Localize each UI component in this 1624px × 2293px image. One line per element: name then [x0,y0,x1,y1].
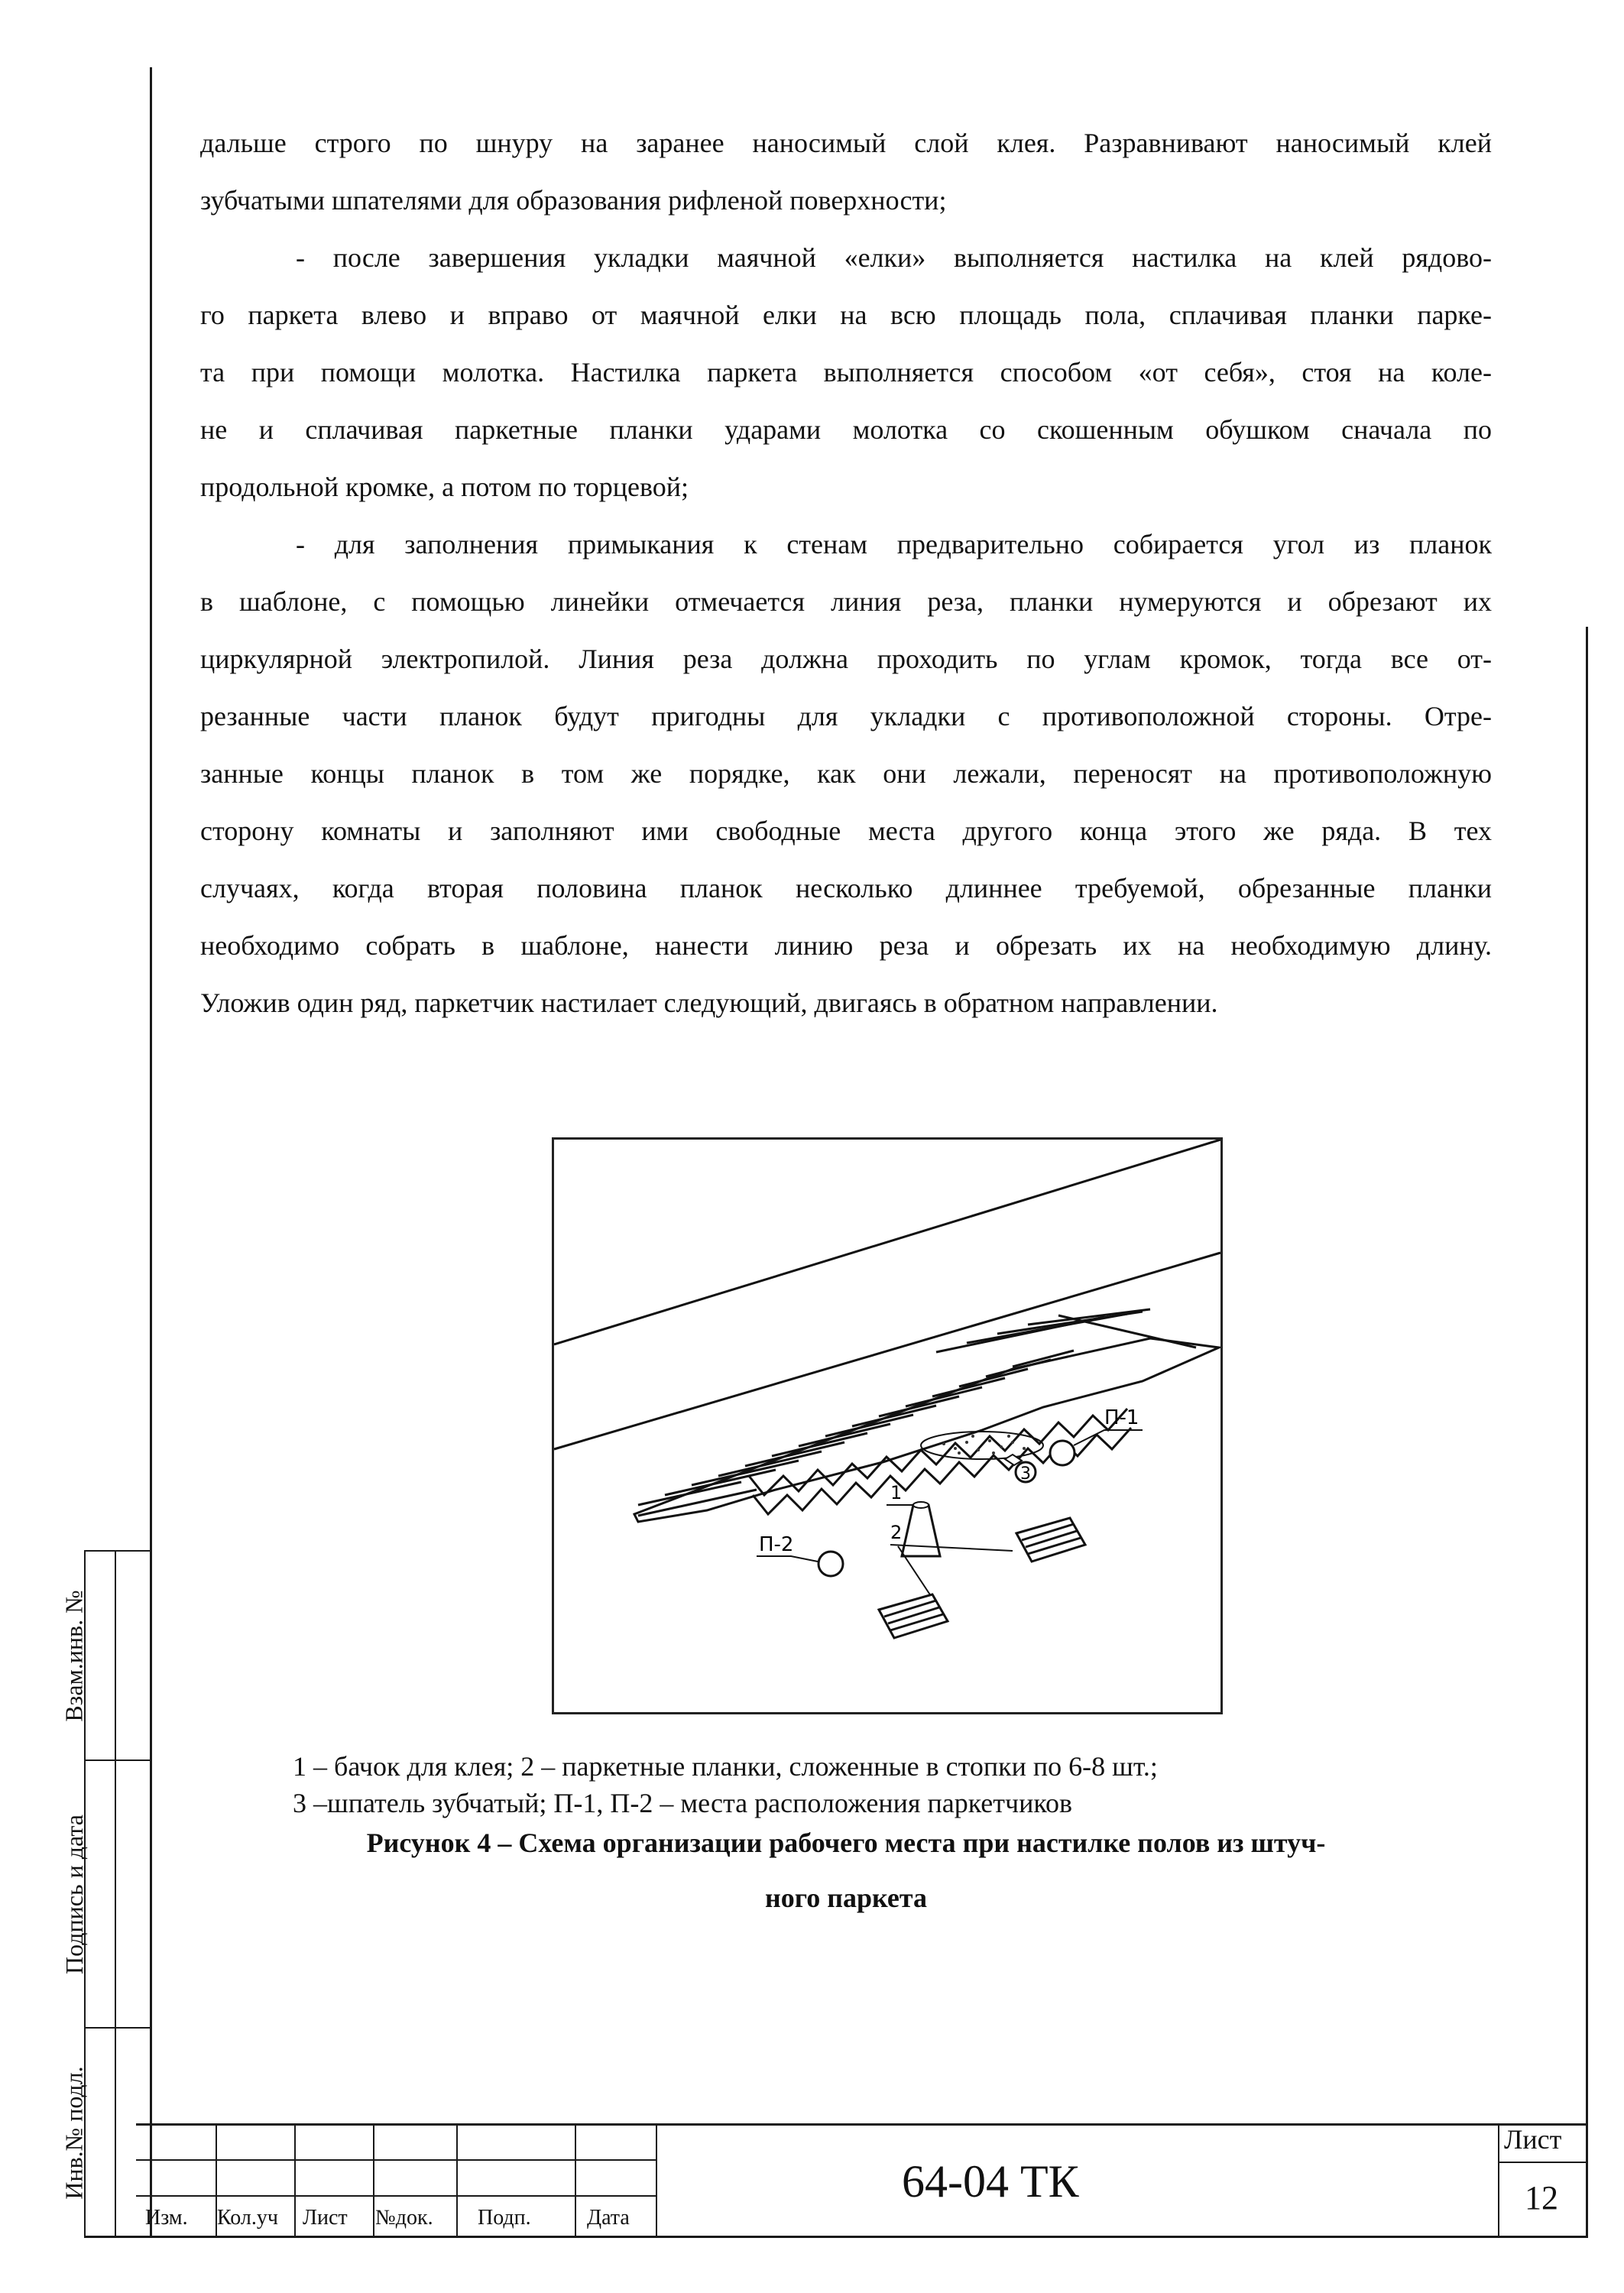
leader-p1 [1074,1430,1143,1445]
glue-tank-icon [902,1505,940,1556]
stamp-col-2 [294,2123,296,2238]
text-line: циркулярной электропилой. Линия реза должна проходить по углам кромок, тогда все от- [200,644,1492,674]
stamp-header-kol: Кол.уч [217,2206,278,2230]
side-label-vzam [52,1552,96,1759]
label-1: 1 [890,1482,903,1503]
text-line: - после завершения укладки маячной «елки» выполняется настилка на клей рядово- [296,242,1492,273]
text-line: необходимо собрать в шаблоне, нанести линию реза и обрезать их на необходимую длину. [200,930,1492,961]
text-line: не и сплачивая паркетные планки ударами молотка со скошенным обушком сначала по [200,414,1492,445]
leader-p2 [757,1556,818,1562]
stamp-col-4 [456,2123,458,2238]
sheet-number: 12 [1525,2179,1558,2217]
text-line: резанные части планок будут пригодны для укладки с противоположной стороны. Отре- [200,701,1492,731]
figure-workplace-diagram [552,1137,1223,1714]
stamp-col-5 [575,2123,576,2238]
text-line: - для заполнения примыкания к стенам предварительно собирается угол из планок [296,529,1492,559]
frame-left-border [150,67,152,2238]
label-p1: П-1 [1104,1406,1139,1429]
sheet-label: Лист [1504,2124,1562,2155]
label-3: 3 [1020,1464,1031,1484]
side-label-inv [52,2029,96,2236]
side-label-podpis [52,1761,96,2027]
worker-place-p2-marker [818,1552,843,1576]
stamp-col-3 [373,2123,374,2238]
stamp-row-line-1 [136,2159,657,2161]
label-p2: П-2 [759,1533,794,1556]
stamp-top-line [136,2123,1588,2126]
text-line: дальше строго по шнуру на заранее наносимый слой клея. Разравнивают наносимый клей [200,128,1492,158]
stamp-header-ndok: №док. [375,2206,433,2230]
text-line: случаях, когда вторая половина планок несколько длиннее требуемой, обрезанные планки [200,873,1492,903]
side-label-vzam-text: Взам.инв. № [60,1589,88,1722]
workplace-diagram-svg [554,1140,1220,1712]
text-line: та при помощи молотка. Настилка паркета выполняется способом «от себя», стоя на коле- [200,357,1492,388]
figure-title-line-2: ного паркета [765,1883,927,1913]
stamp-row-line-2 [136,2195,657,2197]
paragraph-2 [200,229,1492,516]
paragraph-3 [200,516,1492,1032]
paragraph-1 [200,115,1492,229]
label-2: 2 [890,1522,903,1543]
stamp-right-sheet-line [1498,2162,1588,2163]
figure-caption-line-1: 1 – бачок для клея; 2 – паркетные планки, сложенные в стопки по 6-8 шт.; [293,1751,1158,1782]
document-code: 64-04 ТК [902,2156,1079,2207]
stamp-header-izm: Изм. [145,2206,188,2230]
stamp-header-podp: Подп. [478,2206,531,2230]
text-line: го паркета влево и вправо от маячной елки на всю площадь пола, сплачивая планки парке- [200,300,1492,330]
side-label-inv-text: Инв.№ подл. [60,2065,88,2200]
frame-bottom-border [84,2236,1588,2238]
stamp-header-list: Лист [303,2206,348,2230]
text-line: Уложив один ряд, паркетчик настилает следующий, двигаясь в обратном направлении. [200,988,1218,1018]
text-line: продольной кромке, а потом по торцевой; [200,472,689,502]
figure-caption-line-2: 3 –шпатель зубчатый; П-1, П-2 – места расположения паркетчиков [293,1788,1073,1818]
text-line: занные концы планок в том же порядке, как они лежали, переносят на противоположную [200,758,1492,789]
plank-stack-right [1016,1518,1085,1562]
stamp-header-data: Дата [587,2206,630,2230]
plank-stack-bottom [879,1594,948,1638]
text-line: сторону комнаты и заполняют ими свободные места другого конца этого же ряда. В тех [200,816,1492,846]
text-line: зубчатыми шпателями для образования рифленой поверхности; [200,185,947,216]
stamp-col-sheet [1498,2123,1499,2238]
side-stamp-divider [115,1550,116,2238]
worker-place-p1-marker [1050,1441,1075,1465]
frame-right-border [1586,627,1588,2238]
figure-title-line-1: Рисунок 4 – Схема организации рабочего места при настилке полов из штуч- [366,1828,1326,1858]
side-label-podpis-text: Подпись и дата [60,1814,88,1974]
stamp-col-6 [656,2123,657,2238]
text-line: в шаблоне, с помощью линейки отмечается линия реза, планки нумеруются и обрезают их [200,586,1492,617]
